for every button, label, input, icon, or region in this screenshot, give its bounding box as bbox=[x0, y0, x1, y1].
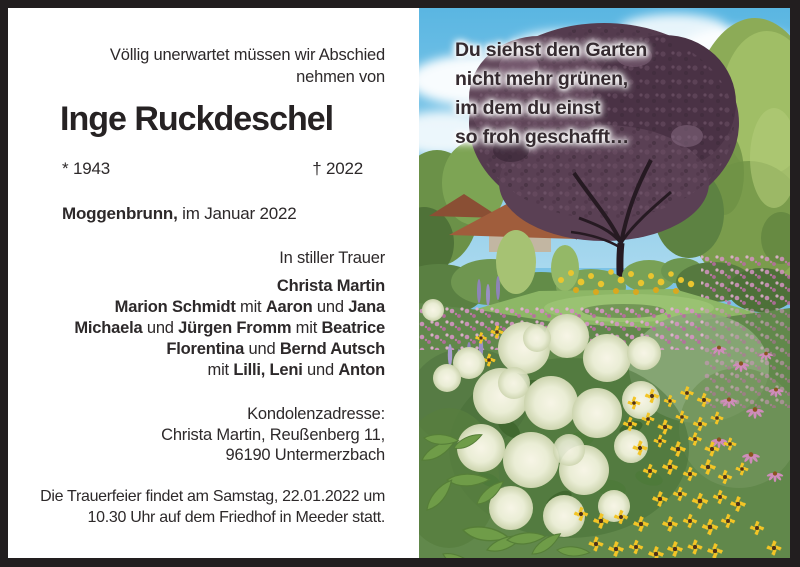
mourning-intro: In stiller Trauer bbox=[279, 249, 385, 267]
mourner-line: Christa Martin bbox=[276, 277, 385, 295]
verse-line: so froh geschafft… bbox=[455, 126, 630, 148]
verse-line: nicht mehr grünen, bbox=[455, 68, 628, 90]
mourner-line: Marion Schmidt mit Aaron und Jana bbox=[114, 298, 385, 316]
condolence-label: Kondolenzadresse: bbox=[247, 405, 385, 423]
place-date-line: Moggenbrunn, im Januar 2022 bbox=[62, 204, 297, 223]
memorial-verse bbox=[455, 36, 647, 152]
condolence-block bbox=[161, 404, 385, 466]
death-year: † 2022 bbox=[312, 159, 363, 178]
service-line: 10.30 Uhr auf dem Friedhof in Meeder statt. bbox=[87, 509, 385, 526]
service-info bbox=[40, 486, 385, 528]
garden-photo bbox=[419, 8, 790, 558]
condolence-address-line: 96190 Untermerzbach bbox=[225, 446, 385, 464]
intro-line: nehmen von bbox=[296, 68, 385, 86]
verse-line: Du siehst den Garten bbox=[455, 39, 648, 61]
verse-line: im dem du einst bbox=[455, 97, 601, 119]
intro-text bbox=[110, 44, 385, 88]
mourner-line: mit Lilli, Leni und Anton bbox=[207, 361, 385, 379]
birth-year: * 1943 bbox=[62, 159, 110, 178]
life-dates bbox=[62, 159, 363, 179]
mourner-line: Florentina und Bernd Autsch bbox=[166, 340, 385, 358]
intro-line: Völlig unerwartet müssen wir Abschied bbox=[109, 46, 385, 64]
mourner-line: Michaela und Jürgen Fromm mit Beatrice bbox=[74, 319, 385, 337]
mourners-list bbox=[74, 276, 385, 381]
condolence-address-line: Christa Martin, Reußenberg 11, bbox=[161, 425, 385, 444]
service-line: Die Trauerfeier findet am Samstag, 22.01.2022 um bbox=[40, 488, 385, 505]
notice-panel bbox=[8, 8, 419, 558]
deceased-name: Inge Ruckdeschel bbox=[60, 100, 334, 138]
